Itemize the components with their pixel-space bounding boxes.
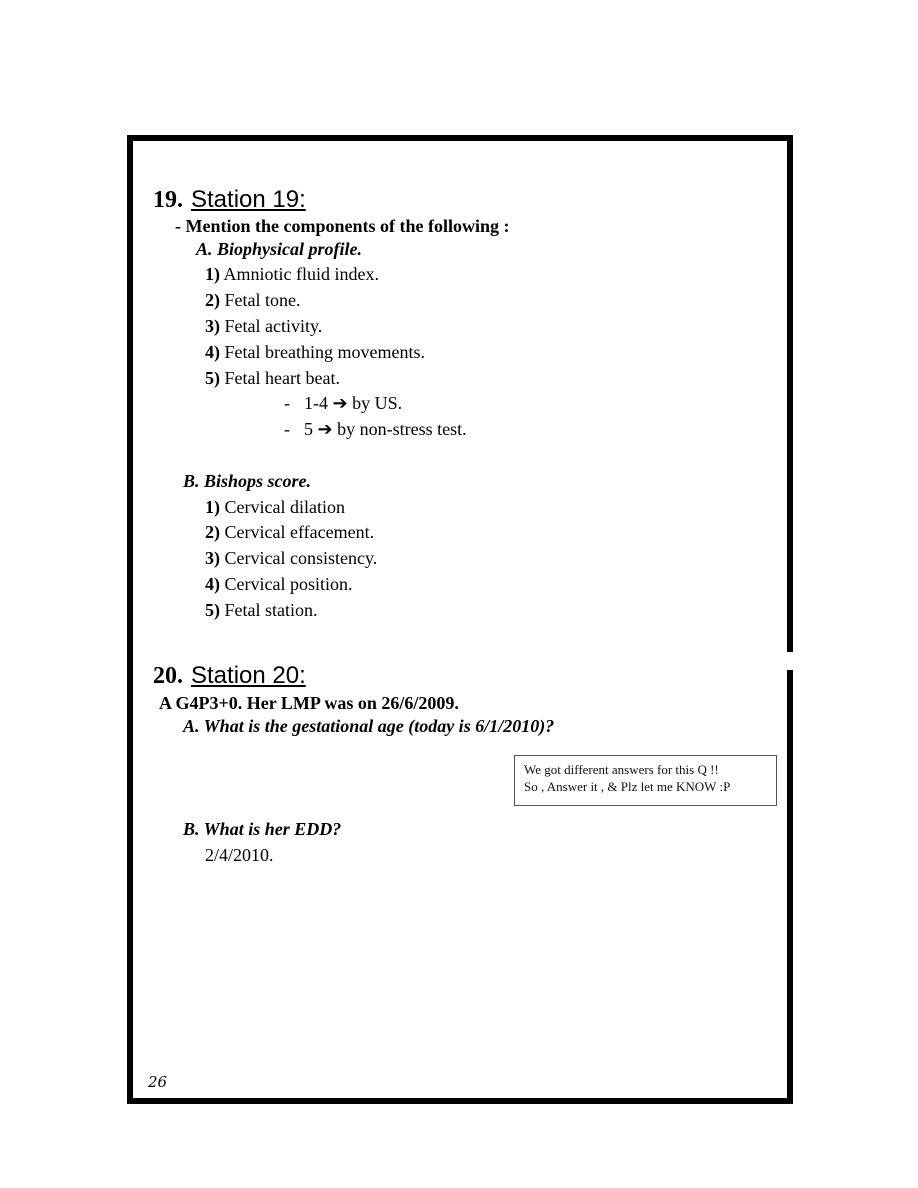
- list-item: 1) Cervical dilation: [205, 497, 345, 517]
- bishops-heading: B. Bishops score.: [183, 471, 312, 491]
- station-19-heading: [153, 186, 306, 214]
- station-20-case: A G4P3+0. Her LMP was on 26/6/2009.: [159, 693, 459, 713]
- station-20-number: 20.: [153, 663, 183, 689]
- biophysical-heading: A. Biophysical profile.: [196, 239, 362, 259]
- station-20-heading: [153, 662, 306, 690]
- page-number: 26: [148, 1073, 168, 1091]
- question-b: B. What is her EDD?: [183, 819, 342, 839]
- station-19-number: 19.: [153, 187, 183, 213]
- list-item: 4) Fetal breathing movements.: [205, 342, 425, 362]
- list-item: 5) Fetal station.: [205, 600, 318, 620]
- note-line-1: We got different answers for this Q !!: [524, 762, 719, 777]
- list-item: 3) Fetal activity.: [205, 316, 323, 336]
- question-a: A. What is the gestational age (today is 6/1/2010)?: [183, 716, 555, 736]
- list-item: 2) Fetal tone.: [205, 290, 301, 310]
- list-item: 1) Amniotic fluid index.: [205, 264, 379, 284]
- method-note: - 1-4 ➔ by US.: [284, 393, 403, 413]
- station-20-title: Station 20:: [191, 662, 306, 689]
- note-box: [514, 755, 777, 806]
- border-gap: [785, 652, 795, 670]
- answer-b: 2/4/2010.: [205, 845, 274, 865]
- note-line-2: So , Answer it , & Plz let me KNOW :P: [524, 779, 731, 794]
- list-item: 3) Cervical consistency.: [205, 548, 378, 568]
- station-19-title: Station 19:: [191, 186, 306, 213]
- list-item: 4) Cervical position.: [205, 574, 353, 594]
- station-19-prompt: - Mention the components of the following :: [175, 216, 510, 236]
- method-note: - 5 ➔ by non-stress test.: [284, 419, 467, 439]
- list-item: 2) Cervical effacement.: [205, 522, 375, 542]
- list-item: 5) Fetal heart beat.: [205, 368, 340, 388]
